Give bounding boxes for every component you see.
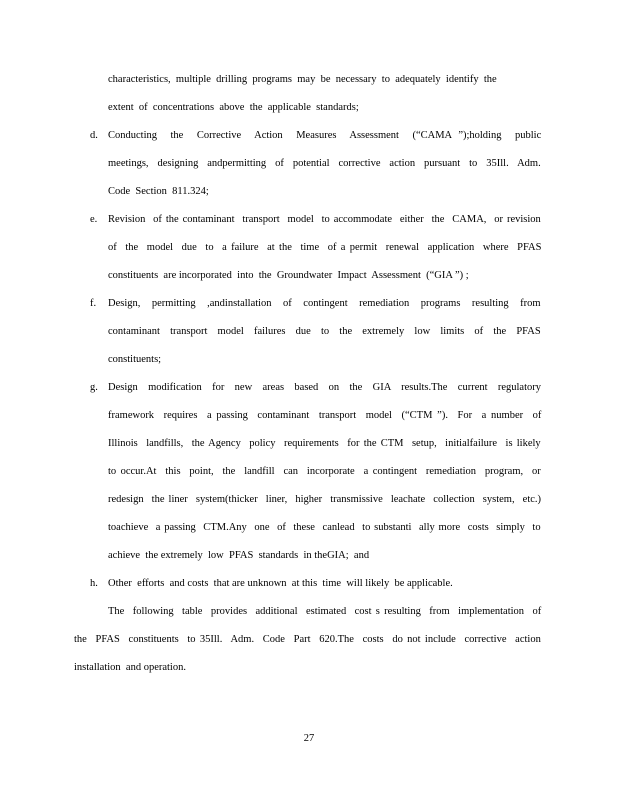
item-f-line-3: constituents; [108,354,162,365]
item-g-line-4: to occur.At this point, the landfill can incorporate a contingent remediation program, or [108,466,541,477]
paragraph-line-3: installation and operation. [74,662,186,673]
item-g-line-1: Design modification for new areas based on the GIA results.The current regulatory [108,382,542,393]
item-e-line-3: constituents are incorporated into the Groundwater Impact Assessment (“GIA ”) ; [108,270,469,281]
paragraph-line-1: The following table provides additional estimated cost s resulting from implementation of [108,606,542,617]
item-g-line-7: achieve the extremely low PFAS standards in theGIA; and [108,550,370,561]
item-d-line-2: meetings, designing andpermitting of potential corrective action pursuant to 35Ill. Adm. [108,158,541,169]
item-g-marker: g. [90,382,98,393]
item-h-marker: h. [90,578,98,589]
item-d-marker: d. [90,130,98,141]
item-e-line-2: of the model due to a failure at the time of a permit renewal application where PFAS [108,242,542,253]
item-g-line-2: framework requires a passing contaminant transport model (“CTM ”). For a number of [108,410,542,421]
item-c-line-1: characteristics, multiple drilling programs may be necessary to adequately identify the [108,74,497,85]
item-h-line-1: Other efforts and costs that are unknown at this time will likely be applicable. [108,578,453,589]
item-d-line-1: Conducting the Corrective Action Measures Assessment (“CAMA ”);holding public [108,130,542,141]
item-g-line-6: toachieve a passing CTM.Any one of these canlead to substanti ally more costs simply to [108,522,541,533]
item-e-line-1: Revision of the contaminant transport model to accommodate either the CAMA, or revision [108,214,541,225]
item-f-line-1: Design, permitting ,andinstallation of contingent remediation programs resulting from [108,298,541,309]
item-f-marker: f. [90,298,97,309]
item-d-line-3: Code Section 811.324; [108,186,209,197]
item-g-line-3: Illinois landfills, the Agency policy requirements for the CTM setup, initialfailure is likely [108,438,541,449]
item-e-marker: e. [90,214,98,225]
item-g-line-5: redesign the liner system(thicker liner, higher transmissive leachate collection system, etc.) [108,494,542,505]
paragraph-line-2: the PFAS constituents to 35Ill. Adm. Code Part 620.The costs do not include corrective action [74,634,541,645]
item-f-line-2: contaminant transport model failures due to the extremely low limits of the PFAS [108,326,541,337]
page-number: 27 [303,733,315,744]
item-c-line-2: extent of concentrations above the applicable standards; [108,102,359,113]
